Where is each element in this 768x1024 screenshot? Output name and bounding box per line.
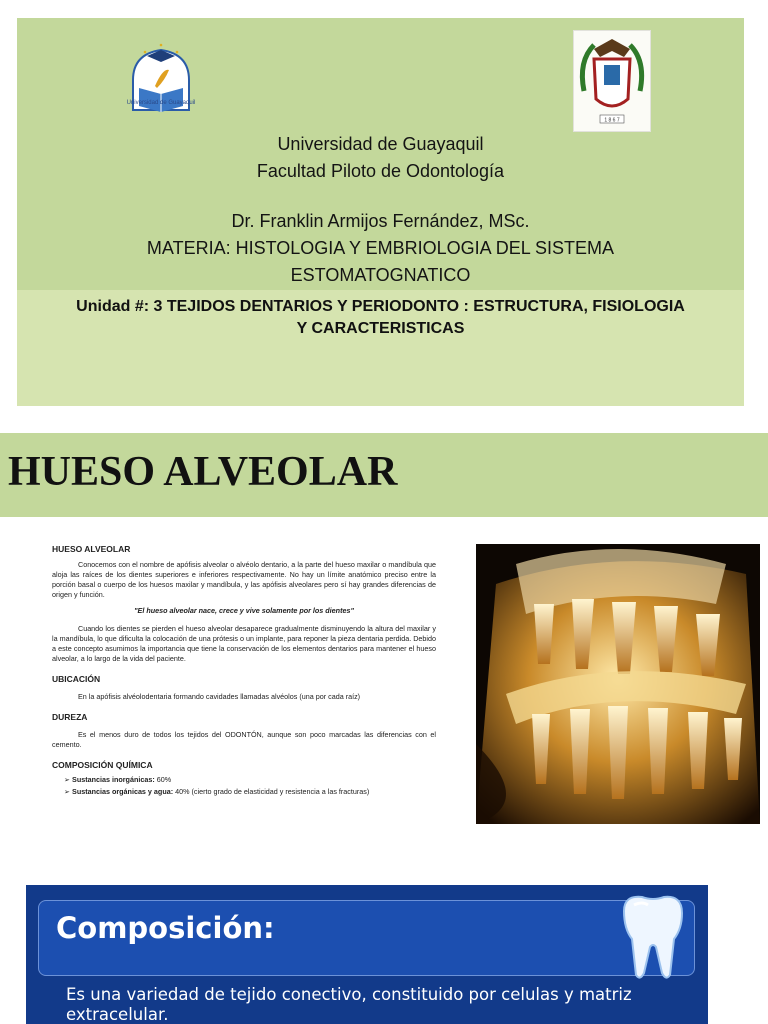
unit-line-1: Unidad #: 3 TEJIDOS DENTARIOS Y PERIODONTO : ESTRUCTURA, FISIOLOGIA xyxy=(76,298,685,315)
dureza-heading: DUREZA xyxy=(52,712,88,722)
crest-year: 1 8 6 7 xyxy=(604,117,620,124)
subject-line-1: MATERIA: HISTOLOGIA Y EMBRIOLOGIA DEL SISTEMA xyxy=(146,238,615,258)
composicion-body: Es una variedad de tejido conectivo, constituido por celulas y matriz extracelular. xyxy=(66,985,632,1024)
doc-paragraph-2: Cuando los dientes se pierden el hueso alveolar desaparece gradualmente disminuyendo la altura del maxilar y la mandíbula, lo que dificulta la colocación de una prótesis o un implante, para reponer la pieza dentaria perdida. Debido a este concepto asumimos la importancia que tiene la conservación de los elementos dentarios para mantener el hueso alveolar, a lo largo de la vida del paciente. xyxy=(52,624,436,663)
dureza-text: Es el menos duro de todos los tejidos del ODONTÓN, aunque son poco marcadas las diferencias con el cemento. xyxy=(52,730,436,749)
hueso-alveolar-title: HUESO ALVEOLAR xyxy=(8,449,398,495)
faculty-name: Facultad Piloto de Odontología xyxy=(256,161,505,181)
ubicacion-text: En la apófisis alvéolodentaria formando cavidades llamadas alvéolos (una por cada raíz) xyxy=(78,692,361,701)
tooth-icon xyxy=(608,891,698,981)
subject-line-2: ESTOMATOGNATICO xyxy=(290,265,471,285)
composicion-title: Composición: xyxy=(56,911,275,945)
doc-paragraph-1: Conocemos con el nombre de apófisis alveolar o alvéolo dentario, a la parte del hueso maxilar o mandíbula que aloja las raíces de los dientes superiores e inferiores respectivamente. No hay un límite anatómico preciso entre la porción basal o cuerpo de los huesos maxilar y mandíbula, y las apófisis alveolares pero sí hay grandes diferencias de origen y función. xyxy=(52,560,436,599)
ubicacion-heading: UBICACIÓN xyxy=(52,674,101,684)
university-name: Universidad de Guayaquil xyxy=(277,134,484,154)
faculty-crest-icon xyxy=(573,30,651,132)
university-logo-caption: Universidad de Guayaquil xyxy=(126,100,196,106)
professor-name: Dr. Franklin Armijos Fernández, MSc. xyxy=(231,211,530,231)
title-slide xyxy=(17,18,744,406)
list-item: ➢ Sustancias inorgánicas: 60% xyxy=(64,774,436,786)
composicion-heading: COMPOSICIÓN QUÍMICA xyxy=(52,760,153,770)
doc-heading: HUESO ALVEOLAR xyxy=(52,544,131,554)
list-item: ➢ Sustancias orgánicas y agua: 40% (cierto grado de elasticidad y resistencia a las fracturas) xyxy=(64,786,436,798)
unit-title xyxy=(17,296,744,340)
alveolar-bone-photo xyxy=(476,544,760,824)
unit-line-2: Y CARACTERISTICAS xyxy=(296,320,465,337)
university-logo-icon xyxy=(125,40,197,130)
composicion-list xyxy=(52,774,436,798)
doc-quote: "El hueso alveolar nace, crece y vive solamente por los dientes" xyxy=(134,606,354,615)
composicion-slide xyxy=(26,885,708,1024)
hueso-alveolar-document xyxy=(52,544,436,798)
